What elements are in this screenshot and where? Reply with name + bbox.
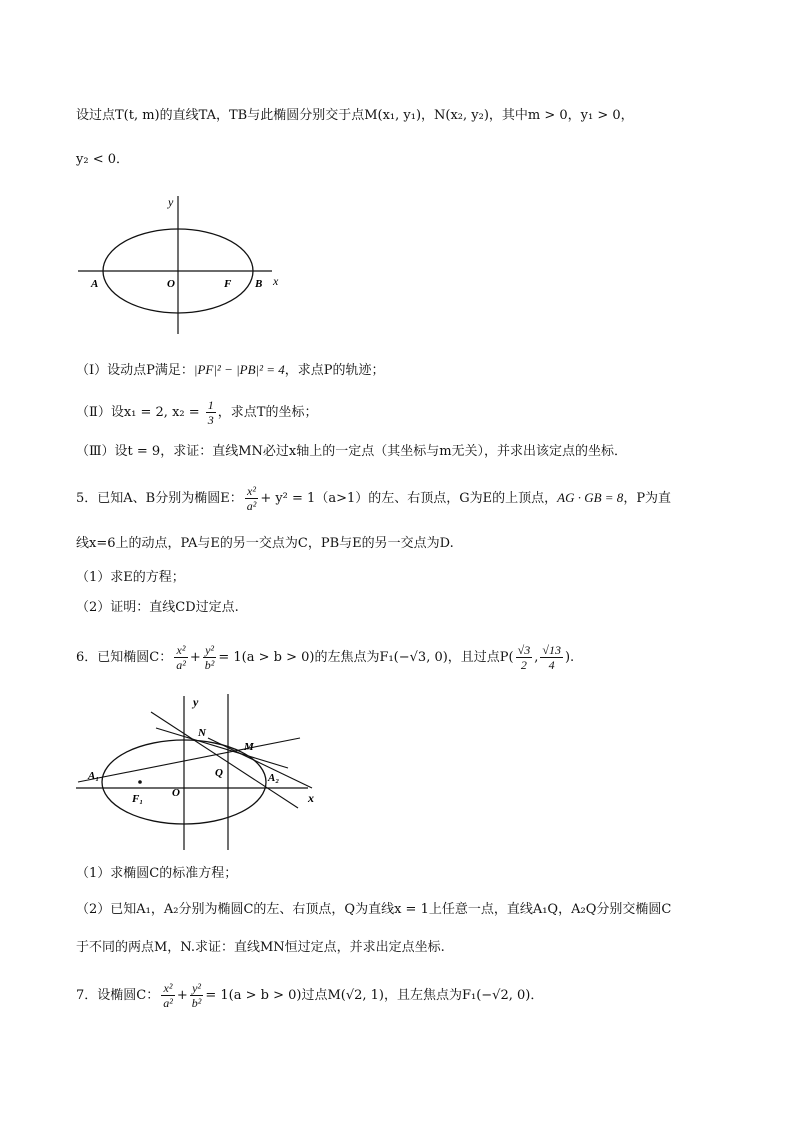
fig2-label-q: Q [215, 767, 223, 779]
q5-l1-post: ，P为直 [623, 491, 672, 506]
fig2-label-f1: F₁ [132, 793, 144, 805]
fig1-label-y: y [168, 195, 174, 209]
q4-part-iii: （Ⅲ）设t = 9，求证：直线MN必过x轴上的一定点（其坐标与m无关），并求出该定点的坐标． [76, 444, 628, 459]
ellipse-figure-2 [76, 690, 326, 855]
fig2-label-y: y [193, 695, 199, 709]
q7-frac-2 [190, 981, 204, 1010]
q6-mid: = 1(a > b > 0)的左焦点为F₁(−√3, 0)，且过点P( [218, 650, 514, 665]
q6-line-1: 6．已知椭圆C： $\frac{\text{x²}}{\text{a²}}$ + $\frac{\text{y²}}{\text{b²}}$ = 1(a > b > 0)的左焦点为F₁(−√3, 0)，且过点P( $\frac{√3}{2}$ , $\frac{√13}{4}$ ). [76, 643, 575, 672]
q5-l1-mid: + y² = 1（a>1）的左、右顶点，G为E的上顶点， [260, 491, 558, 506]
q6-part-2-line-2: 于不同的两点M，N.求证：直线MN恒过定点，并求出定点坐标. [76, 940, 445, 955]
q6-frac-2 [203, 643, 217, 672]
q7-pre: 7．设椭圆C： [76, 988, 160, 1003]
q6-frac-p2 [540, 643, 563, 672]
q7-f1-num: x² [161, 981, 175, 996]
q6-p1-den: 2 [520, 658, 527, 672]
q4-i-eq: |PF|² − |PB|² = 4 [193, 362, 285, 377]
q7-f2-num: y² [190, 981, 204, 996]
fig1-label-a: A [91, 278, 99, 290]
q4-i-post: ，求点P的轨迹； [284, 363, 385, 378]
q6-f1-den: a² [176, 658, 186, 672]
q6-pre: 6．已知椭圆C： [76, 650, 173, 665]
q4-ii-post: ，求点T的坐标； [217, 405, 318, 420]
fig2-label-n: N [198, 727, 206, 739]
q5-line-2: 线x=6上的动点，PA与E的另一交点为C，PB与E的另一交点为D. [76, 536, 454, 551]
q7-post: = 1(a > b > 0)过点M(√2, 1)，且左焦点为F₁(−√2, 0)． [205, 988, 544, 1003]
q6-p1-num: √3 [517, 643, 531, 657]
q5-frac [245, 484, 259, 513]
q4-i-pre: （Ⅰ）设动点P满足： [76, 363, 194, 378]
q6-f2-num: y² [203, 643, 217, 658]
q7-f2-den: b² [191, 996, 202, 1010]
q6-p2-den: 4 [548, 658, 555, 672]
q4-ii-num: 1 [207, 398, 214, 412]
q5-frac-den: a² [246, 499, 257, 513]
q4-ii-pre: （Ⅱ）设x₁ = 2, x₂ = [76, 405, 204, 420]
fig2-line-a1m [78, 738, 300, 782]
fig1-label-f: F [224, 278, 232, 290]
q6-part-2-line-1: （2）已知A₁，A₂分别为椭圆C的左、右顶点，Q为直线x = 1上任意一点，直线A₁Q，A₂Q分别交椭圆C [76, 902, 672, 917]
intro-line-2: y₂ < 0． [76, 152, 129, 167]
fig1-label-o: O [167, 278, 175, 290]
q5-line-1 [76, 480, 671, 517]
q4-ii-den: 3 [207, 413, 214, 427]
fig2-label-x: x [308, 791, 314, 805]
q5-l1-pre: 5．已知A、B分别为椭圆E： [76, 491, 243, 506]
q5-frac-num: x² [245, 484, 259, 499]
q6-f2-den: b² [204, 658, 215, 672]
fig2-label-o: O [172, 787, 180, 799]
q6-frac-1 [174, 643, 188, 672]
q7-frac-1 [161, 981, 175, 1010]
fig2-line-nm [156, 728, 288, 768]
q4-part-i [76, 360, 385, 381]
q7-f1-den: a² [163, 996, 173, 1010]
q6-post: ). [564, 650, 575, 665]
fig2-label-a2: A₂ [268, 772, 280, 784]
q6-part-1: （1）求椭圆C的标准方程； [76, 866, 238, 881]
intro-line-1: 设过点T(t, m)的直线TA，TB与此椭圆分别交于点M(x₁, y₁)，N(x₂, y₂)，其中m > 0，y₁ > 0， [76, 108, 634, 123]
fig1-label-b: B [255, 278, 263, 290]
q4-part-ii [76, 398, 317, 428]
q6-f1-num: x² [174, 643, 188, 658]
q5-line-4: （2）证明：直线CD过定点. [76, 600, 239, 615]
fig2-point-f1 [138, 780, 142, 784]
fig1-label-x: x [273, 274, 279, 288]
q4-ii-frac [206, 398, 216, 427]
fig2-label-a1: A₁ [88, 770, 100, 782]
q5-vec: AG · GB = 8 [557, 490, 624, 505]
fig2-label-m: M [244, 741, 254, 753]
q5-line-3: （1）求E的方程； [76, 570, 185, 585]
q6-p2-num: √13 [542, 643, 561, 657]
q6-frac-p1 [516, 643, 533, 672]
ellipse-figure-1 [76, 192, 296, 342]
q7-line-1: 7．设椭圆C： $\frac{\text{x²}}{\text{a²}}$ + $\frac{\text{y²}}{\text{b²}}$ = 1(a > b > 0)过点M(√2, 1)，且左焦点为F₁(−√2, 0)． [76, 981, 544, 1010]
